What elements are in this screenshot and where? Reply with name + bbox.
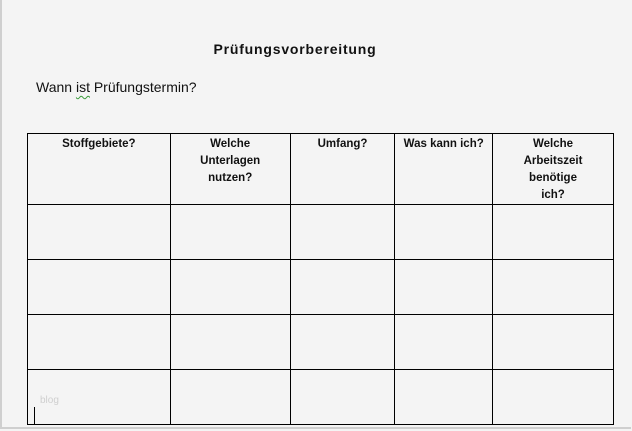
text-cursor — [34, 407, 35, 425]
table-cell[interactable] — [290, 205, 395, 260]
table-cell[interactable] — [395, 205, 493, 260]
table-cell[interactable] — [290, 315, 395, 370]
table-cell[interactable] — [170, 205, 290, 260]
table-cell[interactable] — [395, 315, 493, 370]
table-row — [28, 205, 614, 260]
table-cell[interactable] — [170, 315, 290, 370]
table-cell[interactable] — [493, 205, 614, 260]
table-cell[interactable] — [290, 260, 395, 315]
table-cell[interactable] — [493, 370, 614, 425]
table-cell[interactable] — [170, 260, 290, 315]
header-topics: Stoffgebiete? — [28, 134, 171, 205]
table-cell[interactable] — [493, 260, 614, 315]
table-row — [28, 370, 614, 425]
table-cell[interactable] — [290, 370, 395, 425]
header-knowledge: Was kann ich? — [395, 134, 493, 205]
exam-date-question[interactable] — [36, 79, 197, 95]
header-materials: Welche Unterlagen nutzen? — [170, 134, 290, 205]
header-work-time: Welche Arbeitszeit benötige ich? — [493, 134, 614, 205]
question-text: Prüfungstermin? — [89, 79, 197, 95]
table-cell[interactable] — [28, 370, 171, 425]
watermark: blog — [40, 395, 59, 406]
table-cell[interactable] — [493, 315, 614, 370]
header-scope: Umfang? — [290, 134, 395, 205]
table-cell[interactable] — [395, 260, 493, 315]
table-cell[interactable] — [28, 205, 171, 260]
table-cell[interactable] — [395, 370, 493, 425]
table-row — [28, 315, 614, 370]
planning-table — [27, 133, 614, 425]
table-header-row — [28, 134, 614, 205]
table-cell[interactable] — [28, 260, 171, 315]
question-text: Wann — [36, 79, 76, 95]
document-title: Prüfungsvorbereitung — [213, 41, 377, 57]
table-cell[interactable] — [170, 370, 290, 425]
table-row — [28, 260, 614, 315]
table-cell[interactable] — [28, 315, 171, 370]
spellcheck-word[interactable]: ist — [75, 79, 90, 95]
